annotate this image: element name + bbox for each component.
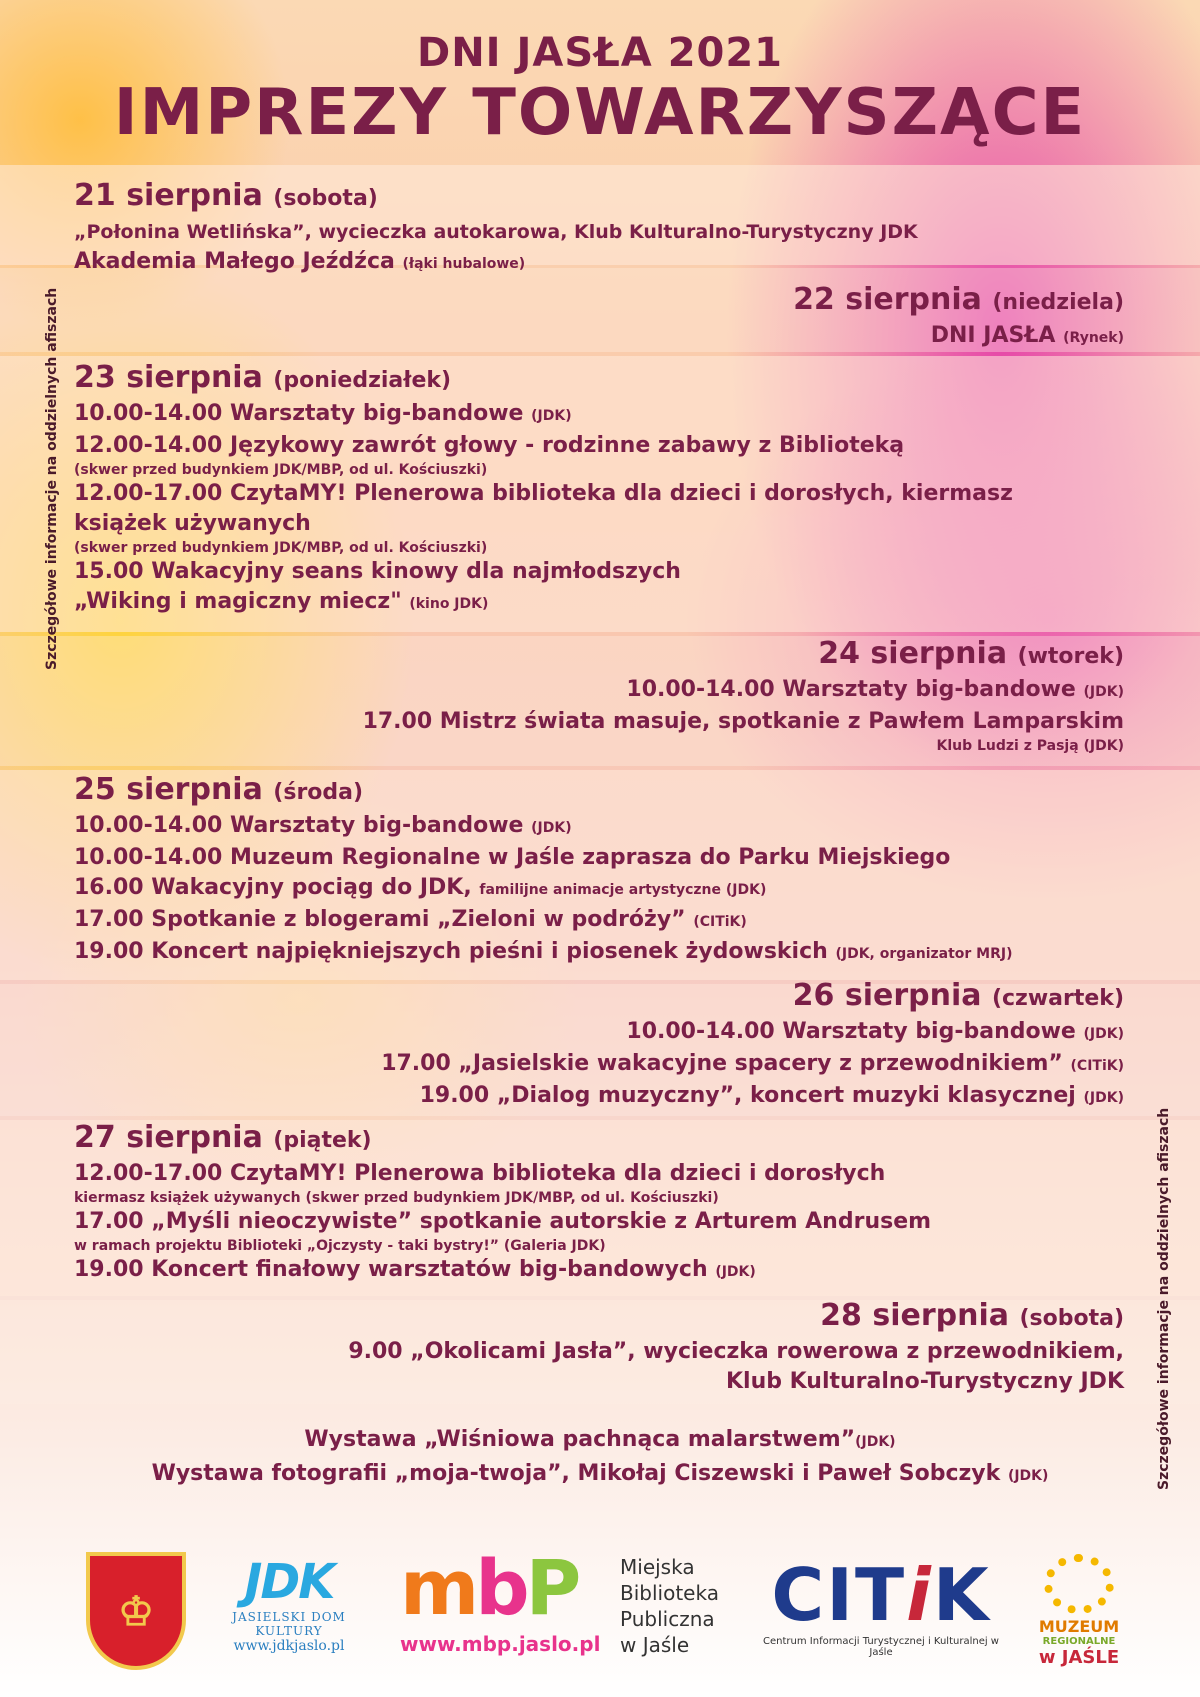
event: 16.00 Wakacyjny pociąg do JDK, familijne animacje artystyczne (JDK) <box>74 875 767 900</box>
day-21 <box>74 178 1134 279</box>
mbp-mark: mbP <box>400 1543 578 1632</box>
event: 17.00 Spotkanie z blogerami „Zieloni w podróży” (CITiK) <box>74 907 747 932</box>
day-24 <box>64 636 1124 755</box>
side-note-right: Szczegółowe informacje na oddzielnych afiszach <box>1156 1107 1172 1490</box>
citik-logo <box>756 1553 1006 1658</box>
jdk-name: JASIELSKI DOM KULTURY <box>232 1610 346 1638</box>
header <box>0 30 1200 148</box>
event: 9.00 „Okolicami Jasła”, wycieczka rowerowa z przewodnikiem, <box>348 1339 1124 1364</box>
event: Akademia Małego Jeźdźca (łąki hubalowe) <box>74 249 526 274</box>
citik-mark: CITiK <box>771 1553 991 1637</box>
citik-name: Centrum Informacji Turystycznej i Kulturalnej w Jaśle <box>763 1636 999 1658</box>
day-date: 25 sierpnia (środa) <box>74 772 364 807</box>
day-date: 22 sierpnia (niedziela) <box>793 282 1124 317</box>
day-date: 27 sierpnia (piątek) <box>74 1120 372 1155</box>
event: 10.00-14.00 Warsztaty big-bandowe (JDK) <box>626 677 1124 702</box>
event: „Wiking i magiczny miecz" (kino JDK) <box>74 589 489 614</box>
event: 12.00-14.00 Językowy zawrót głowy - rodzinne zabawy z Biblioteką <box>74 433 905 458</box>
event: 10.00-14.00 Warsztaty big-bandowe (JDK) <box>626 1019 1124 1044</box>
exhibition: Wystawa fotografii „moja-twoja”, Mikołaj Ciszewski i Paweł Sobczyk (JDK) <box>151 1461 1049 1486</box>
jdk-mark: JDK <box>244 1554 334 1610</box>
event: 19.00 Koncert finałowy warsztatów big-bandowych (JDK) <box>74 1257 756 1282</box>
day-28 <box>64 1298 1124 1397</box>
side-note-left: Szczegółowe informacje na oddzielnych afiszach <box>44 287 60 670</box>
event: „Połonina Wetlińska”, wycieczka autokarowa, Klub Kulturalno-Turystyczny JDK <box>74 221 918 243</box>
event: 12.00-17.00 CzytaMY! Plenerowa biblioteka dla dzieci i dorosłych <box>74 1161 886 1186</box>
day-date: 24 sierpnia (wtorek) <box>818 636 1124 671</box>
day-date: 28 sierpnia (sobota) <box>820 1298 1124 1333</box>
event: 17.00 „Jasielskie wakacyjne spacery z przewodnikiem” (CITiK) <box>381 1051 1124 1076</box>
day-27 <box>74 1120 1134 1287</box>
day-date: 21 sierpnia (sobota) <box>74 178 378 213</box>
mbp-name: Miejska Biblioteka Publiczna w Jaśle <box>620 1555 719 1657</box>
day-23 <box>74 360 1134 619</box>
event: Klub Kulturalno-Turystyczny JDK <box>725 1369 1124 1394</box>
jdk-logo <box>214 1554 364 1654</box>
jaslo-crest-logo <box>86 1552 186 1670</box>
muzeum-logo <box>1024 1554 1134 1668</box>
event: 12.00-17.00 CzytaMY! Plenerowa biblioteka dla dzieci i dorosłych, kiermasz <box>74 481 1013 506</box>
mbp-logo <box>400 1543 730 1657</box>
day-22 <box>64 282 1124 353</box>
day-date: 23 sierpnia (poniedziałek) <box>74 360 452 395</box>
header-subtitle: DNI JASŁA 2021 <box>416 30 784 76</box>
day-25 <box>74 772 1134 969</box>
day-26 <box>64 978 1124 1113</box>
event-note: kiermasz książek używanych (skwer przed budynkiem JDK/MBP, od ul. Kościuszki) <box>74 1190 719 1206</box>
muzeum-line1: MUZEUM <box>1038 1617 1120 1636</box>
event-note: (skwer przed budynkiem JDK/MBP, od ul. Kościuszki) <box>74 462 488 478</box>
header-title: IMPREZY TOWARZYSZĄCE <box>113 76 1087 150</box>
event: książek używanych <box>74 511 311 536</box>
logo-bar <box>0 1540 1200 1680</box>
event: 17.00 Mistrz świata masuje, spotkanie z Pawłem Lamparskim <box>362 709 1124 734</box>
event: 10.00-14.00 Warsztaty big-bandowe (JDK) <box>74 813 572 838</box>
event: DNI JASŁA (Rynek) <box>930 323 1124 348</box>
event-note: w ramach projektu Biblioteki „Ojczysty - taki bystry!” (Galeria JDK) <box>74 1238 606 1254</box>
event: 17.00 „Myśli nieoczywiste” spotkanie autorskie z Arturem Andrusem <box>74 1209 932 1234</box>
event: 10.00-14.00 Muzeum Regionalne w Jaśle zaprasza do Parku Miejskiego <box>74 845 951 870</box>
exhibitions <box>0 1424 1200 1492</box>
day-date: 26 sierpnia (czwartek) <box>792 978 1124 1013</box>
event: 15.00 Wakacyjny seans kinowy dla najmłodszych <box>74 559 681 584</box>
sun-icon <box>1044 1554 1114 1614</box>
mbp-url: www.mbp.jaslo.pl <box>400 1632 601 1656</box>
muzeum-line2: REGIONALNE <box>1042 1636 1116 1647</box>
event: 19.00 Koncert najpiękniejszych pieśni i piosenek żydowskich (JDK, organizator MRJ) <box>74 939 1013 964</box>
jdk-url: www.jdkjaslo.pl <box>233 1638 345 1654</box>
event: 10.00-14.00 Warsztaty big-bandowe (JDK) <box>74 401 572 426</box>
event-note: Klub Ludzi z Pasją (JDK) <box>936 738 1124 754</box>
crest-monogram-icon: ♔ <box>118 1587 154 1635</box>
exhibition: Wystawa „Wiśniowa pachnąca malarstwem”(JDK) <box>304 1427 896 1452</box>
muzeum-line3: w JAŚLE <box>1038 1647 1120 1668</box>
event-note: (skwer przed budynkiem JDK/MBP, od ul. Kościuszki) <box>74 540 488 556</box>
event: 19.00 „Dialog muzyczny”, koncert muzyki klasycznej (JDK) <box>419 1083 1124 1108</box>
